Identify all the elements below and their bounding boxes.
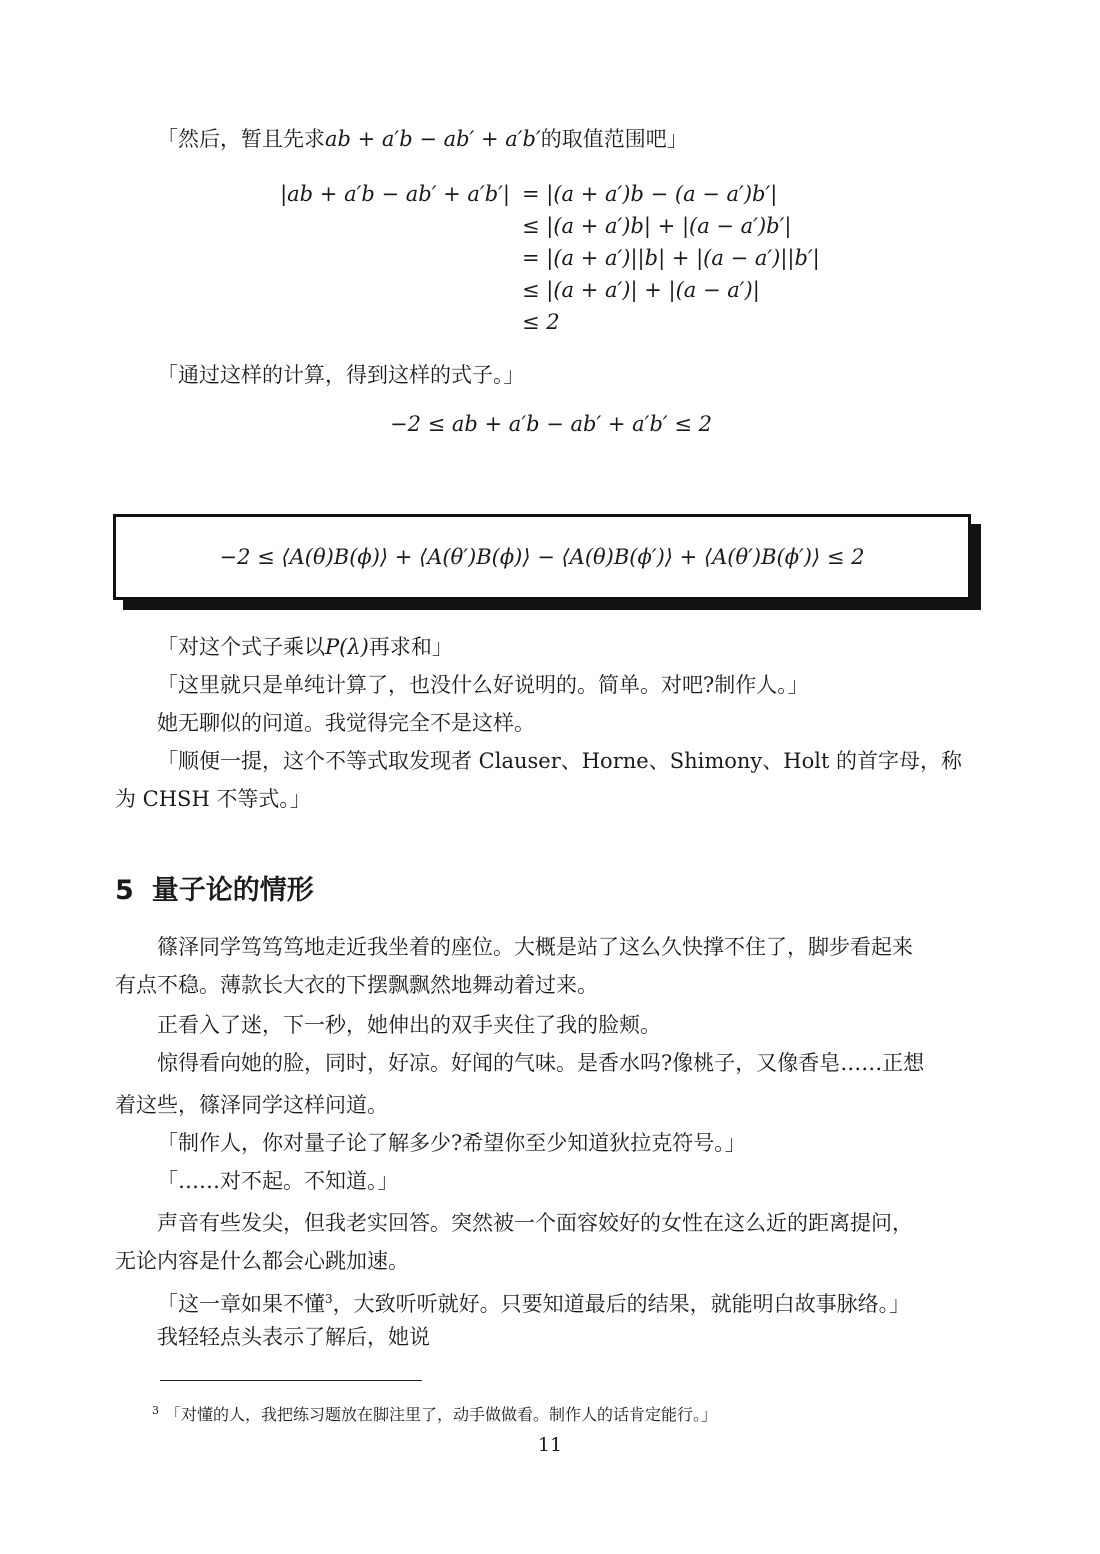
footnote-divider [160,1380,422,1381]
footnote-text: 「对懂的人，我把练习题放在脚注里了，动手做做看。制作人的话肯定能行。」 [165,1405,718,1424]
body-line: 「制作人，你对量子论了解多少?希望你至少知道狄拉克符号。」 [157,1131,746,1155]
paragraph-bored: 她无聊似的问道。我觉得完全不是这样。 [157,711,535,735]
inequality-equation: −2 ≤ ab + a′b − ab′ + a′b′ ≤ 2 [390,412,712,436]
paragraph-chsh-line1: 「顺便一提，这个不等式取发现者 Clauser、Horne、Shimony、Holt 的首字母，称 [157,749,963,773]
intro-math: ab + a′b − ab′ + a′b′ [325,127,541,151]
paragraph-footnote-ref: 「这一章如果不懂$^3$，大致听听就好。只要知道最后的结果，就能明白故事脉络。」 [157,1292,911,1316]
body-line: 无论内容是什么都会心跳加速。 [115,1249,409,1273]
footnote-reference[interactable]: 3 [325,1292,333,1306]
paragraph-simple: 「这里就只是单纯计算了，也没什么好说明的。简单。对吧?制作人。」 [157,673,809,697]
paragraph-intro [115,120,1029,158]
paragraph-last: 我轻轻点头表示了解后，她说 [157,1325,430,1349]
derivation-row: |ab + a′b − ab′ + a′b′| = |(a + a′)b − (a − a′)b′| [280,182,778,206]
footnote [152,1402,717,1425]
lambda-math: P(λ) [325,635,369,659]
chsh-inequality: −2 ≤ ⟨A(θ)B(ϕ)⟩ + ⟨A(θ′)B(ϕ)⟩ − ⟨A(θ)B(ϕ′)⟩ + ⟨A(θ′)B(ϕ′)⟩ ≤ 2 [113,514,971,600]
paragraph-calc: 「通过这样的计算，得到这样的式子。」 [157,363,525,387]
section-number: 5 [115,875,134,906]
boxed-inequality [113,514,971,600]
derivation-row: ≤ 2 [522,310,560,334]
body-line: 正看入了迷，下一秒，她伸出的双手夹住了我的脸颊。 [157,1013,661,1037]
derivation-row: ≤ |(a + a′)| + |(a − a′)| [522,278,760,302]
body-line: 有点不稳。薄款长大衣的下摆飘飘然地舞动着过来。 [115,973,598,997]
section-title: 量子论的情形 [151,875,314,906]
intro-text: 「然后，暂且先求 [157,127,325,151]
body-line: 惊得看向她的脸，同时，好凉。好闻的气味。是香水吗?像桃子，又像香皂……正想 [157,1051,925,1075]
body-line: 着这些，篠泽同学这样问道。 [115,1093,388,1117]
paragraph-multiply: 「对这个式子乘以P(λ)再求和」 [157,635,453,659]
section-heading [115,868,314,907]
derivation-block [278,178,820,338]
footnote-mark: 3 [152,1403,159,1417]
body-line: 声音有些发尖，但我老实回答。突然被一个面容姣好的女性在这么近的距离提问， [157,1211,913,1235]
derivation-row: = |(a + a′)||b| + |(a − a′)||b′| [522,246,820,270]
body-line: 「……对不起。不知道。」 [157,1169,399,1193]
derivation-row: ≤ |(a + a′)b| + |(a − a′)b′| [522,214,792,238]
page-number: 11 [537,1434,563,1456]
body-line: 篠泽同学笃笃笃地走近我坐着的座位。大概是站了这么久快撑不住了，脚步看起来 [157,935,913,959]
intro-tail: 的取值范围吧」 [540,127,688,151]
paragraph-chsh-line2: 为 CHSH 不等式。」 [115,787,311,811]
